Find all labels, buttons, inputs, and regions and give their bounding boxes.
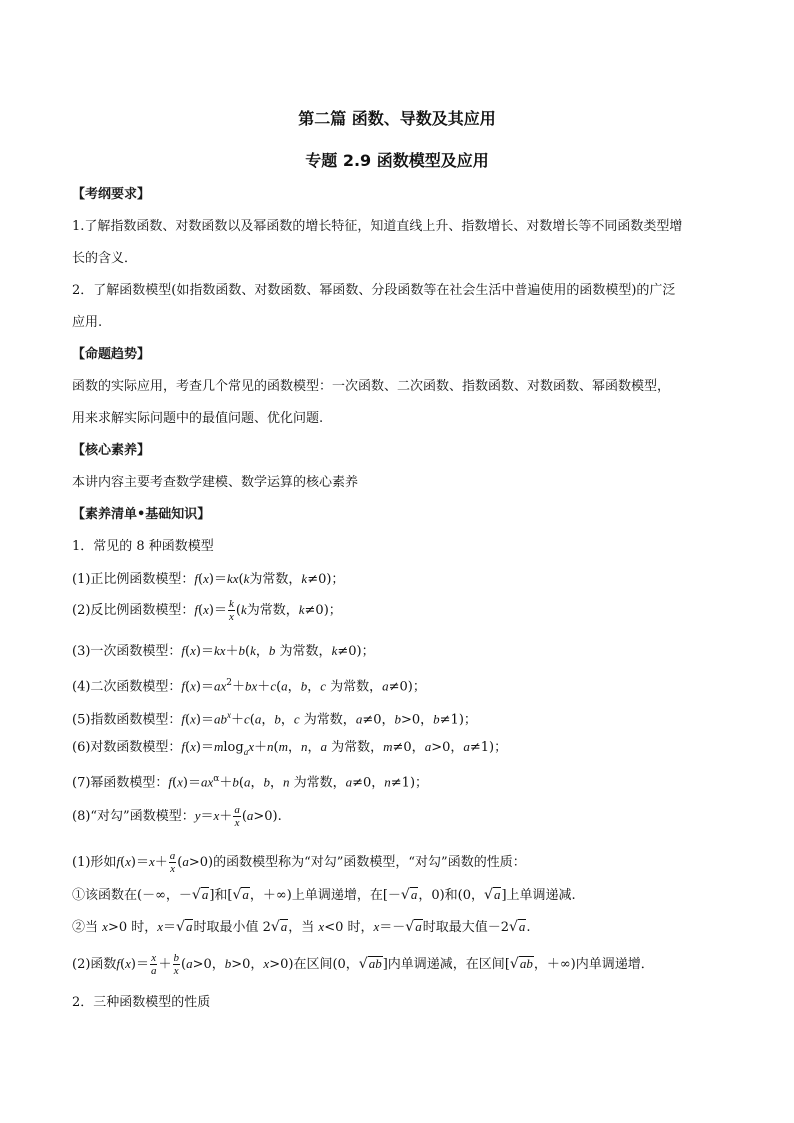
- knowledge-heading-2: 2．三种函数模型的性质: [72, 995, 211, 1010]
- model-5: (5)指数函数模型：$f(x)=ab^x+c(a$，b，c 为常数，a≠0，b>0，b≠1)；: [72, 710, 477, 728]
- knowledge-heading-1: 1．常见的 8 种函数模型: [72, 539, 214, 554]
- model-7: (7)幂函数模型：$f(x)=ax^\alpha+b(a$，b，n 为常数，a≠0，n≠1)；: [72, 774, 429, 791]
- hexin-line1: 本讲内容主要考查数学建模、数学运算的核心素养: [72, 475, 359, 490]
- note-1a: ①该函数在(－∞，－√a]和[√a，＋∞)上单调递增，在[－√a，0)和(0，√a]上单调递减.: [72, 887, 576, 903]
- model-4: (4)二次函数模型：$f(x)=ax^2+bx+c(a$，b，c 为常数，a≠0)；: [72, 678, 426, 695]
- model-2: (2)反比例函数模型：f(x)＝ $\frac{k}{x}$ (k为常数，k≠0)；: [72, 598, 342, 623]
- model-8: (8)“对勾”函数模型：y＝x＋ $\frac{a}{x}$ (a>0).: [72, 804, 282, 829]
- kaogang-p1-line2: 长的含义．: [72, 251, 138, 266]
- fraction-a-over-x-2: $\frac{a}{x}$: [169, 850, 176, 875]
- mingti-line2: 用来求解实际问题中的最值问题、优化问题.: [72, 411, 324, 426]
- mingti-line1: 函数的实际应用，考查几个常见的函数模型：一次函数、二次函数、指数函数、对数函数、幂函数模型，: [72, 379, 671, 394]
- model-6: (6)对数函数模型：f(x)＝mlog$_a$x＋n(m，n，a 为常数，m≠0，a>0，a≠1)；: [72, 739, 508, 757]
- section-heading-qingdan: 【素养清单•基础知识】: [72, 507, 211, 522]
- fraction-a-over-x: $\frac{a}{x}$: [234, 804, 240, 829]
- part-title: 第二篇 函数、导数及其应用: [298, 109, 496, 128]
- kaogang-p1-line1: 1.了解指数函数、对数函数以及幂函数的增长特征，知道直线上升、指数增长、对数增长等不同函数类型增: [72, 219, 683, 234]
- note-1b: ②当 x>0 时，x＝√a时取最小值 2√a，当 x<0 时，x＝－√a时取最大值－2√a.: [72, 919, 531, 935]
- fraction-x-over-a: $\frac{x}{a}$: [150, 952, 157, 977]
- fraction-b-over-x: $\frac{b}{x}$: [173, 952, 179, 977]
- section-heading-hexin: 【核心素养】: [72, 443, 151, 458]
- section-heading-mingti: 【命题趋势】: [72, 347, 151, 362]
- kaogang-p2-line2: 应用.: [72, 315, 103, 330]
- note-1: (1)形如f(x)＝x＋ $\frac{a}{x}$ (a>0)的函数模型称为“对勾”函数模型，“对勾”函数的性质：: [72, 850, 526, 875]
- model-3: (3)一次函数模型：f(x)＝kx＋b(k，b 为常数，k≠0)；: [72, 643, 375, 659]
- model-1: (1)正比例函数模型：f(x)＝kx(k为常数，k≠0)；: [72, 571, 345, 587]
- topic-title: 专题 2.9 函数模型及应用: [305, 151, 489, 170]
- kaogang-p2-line1: 2．了解函数模型(如指数函数、对数函数、幂函数、分段函数等在社会生活中普遍使用的函数模型)的广泛: [72, 283, 676, 298]
- note-2: (2)函数f(x)＝ $\frac{x}{a}$ ＋ $\frac{b}{x}$ (a>0，b>0，x>0)在区间(0，√ab]内单调递减，在区间[√ab，＋∞)内单调递增．: [72, 952, 654, 977]
- fraction-k-over-x: $\frac{k}{x}$: [228, 598, 234, 623]
- section-heading-kaogang: 【考纲要求】: [72, 187, 151, 202]
